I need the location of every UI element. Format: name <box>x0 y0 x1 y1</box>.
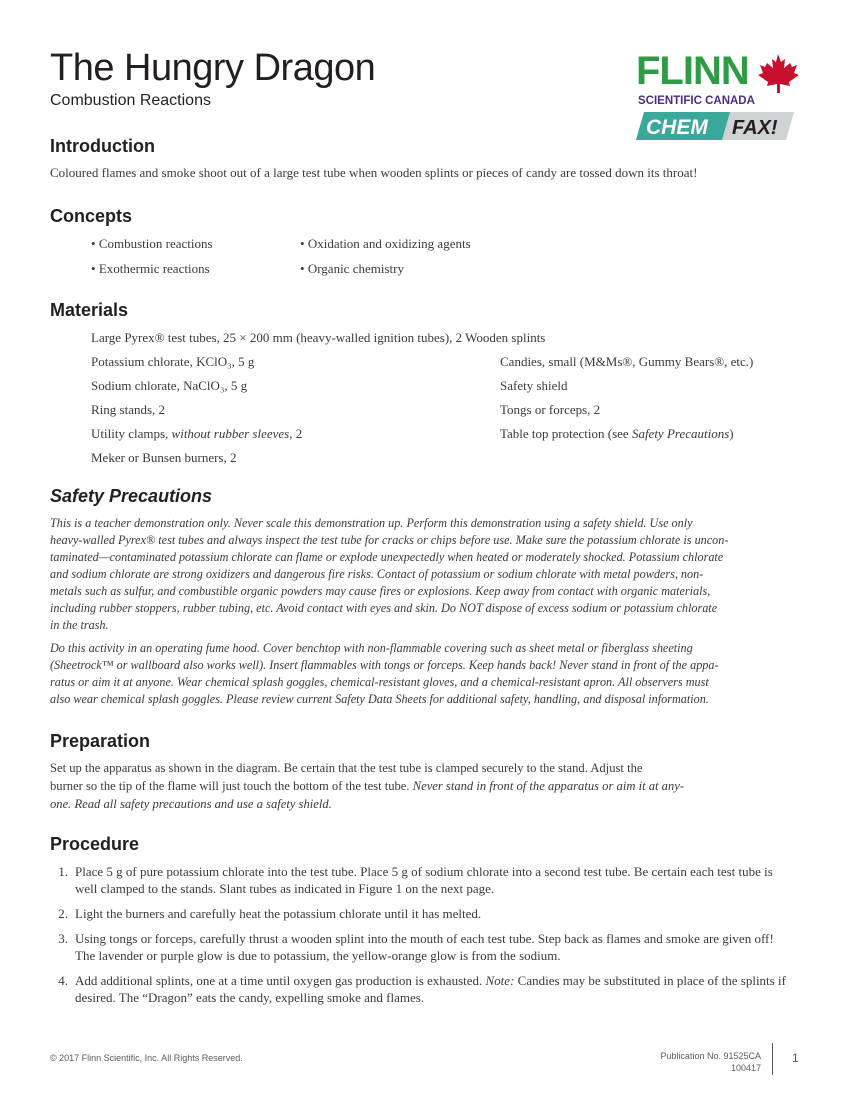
footer-copyright: © 2017 Flinn Scientific, Inc. All Rights Reserved. <box>50 1053 243 1063</box>
material-item-table-top <box>500 426 734 442</box>
material-text-italic: Safety Precautions <box>631 426 730 441</box>
procedure-step-number: 4. <box>58 973 68 988</box>
concept-item: • Exothermic reactions <box>91 261 210 277</box>
procedure-step-number: 2. <box>58 906 68 921</box>
material-item: Tongs or forceps, 2 <box>500 402 601 417</box>
logo-fax-text: FAX! <box>732 117 778 139</box>
preparation-text-italic: Never stand in front of the apparatus or aim it at any- <box>412 779 685 793</box>
material-item: Safety shield <box>500 378 568 393</box>
procedure-text: Candies may be substituted in place of the splints if desired. The “Dragon” eats the candy, expelling smoke and flames. <box>75 973 786 1005</box>
safety-line: also wear chemical splash goggles. Please review current Safety Data Sheets for additional safety, handling, and disposal information. <box>50 692 709 706</box>
procedure-text: Add additional splints, one at a time until oxygen gas production is exhausted. <box>75 973 486 988</box>
safety-paragraph-1 <box>50 515 772 634</box>
safety-line: including rubber stoppers, rubber tubing, etc. Avoid contact with eyes and skin. Do NOT dispose of excess sodium or potassium chlorate <box>50 601 718 615</box>
logo-scientific-canada-text: SCIENTIFIC CANADA <box>638 95 755 107</box>
preparation-line: Set up the apparatus as shown in the diagram. Be certain that the test tube is clamped securely to the stand. Adjust the <box>50 761 643 775</box>
material-text: Table top protection (see <box>500 426 632 441</box>
materials-first-line: Large Pyrex® test tubes, 25 × 200 mm (heavy-walled ignition tubes), 2 Wooden splints <box>91 330 546 345</box>
page-subtitle: Combustion Reactions <box>50 92 211 109</box>
preparation-heading: Preparation <box>50 731 151 751</box>
procedure-heading: Procedure <box>50 834 140 854</box>
preparation-line: one. Read all safety precautions and use a safety shield. <box>50 797 332 811</box>
flinn-logo <box>634 48 802 144</box>
material-text: , 2 <box>289 426 303 441</box>
safety-heading: Safety Precautions <box>50 486 213 506</box>
procedure-step-number: 1. <box>58 864 68 879</box>
safety-line: Do this activity in an operating fume hood. Cover benchtop with non-flammable covering such as sheet metal or fiberglass sheeting <box>50 641 693 655</box>
material-item: Candies, small (M&Ms®, Gummy Bears®, etc.) <box>500 354 754 369</box>
materials-heading: Materials <box>50 300 129 320</box>
footer-code: 100417 <box>730 1063 761 1073</box>
footer-divider <box>772 1043 773 1075</box>
logo-flinn-text: FLINN <box>636 49 749 93</box>
procedure-step-text <box>75 972 787 1006</box>
procedure-step-text: Light the burners and carefully heat the potassium chlorate until it has melted. <box>75 906 482 921</box>
concept-item: • Oxidation and oxidizing agents <box>300 236 471 252</box>
procedure-step-text: Using tongs or forceps, carefully thrust a wooden splint into the mouth of each test tube. Step back as flames and smoke are given off! The lavender or purple glow is due to potassium, the yellow-orange glow is from the sodium. <box>75 931 774 963</box>
material-item: Potassium chlorate, KClO₃, 5 g <box>91 354 255 369</box>
procedure-text-italic: Note: <box>485 973 515 988</box>
safety-line: heavy-walled Pyrex® test tubes and always inspect the test tube for cracks or chips before use. Make sure the potassium chlorate is uncon- <box>50 533 729 547</box>
concept-item: • Combustion reactions <box>91 236 213 252</box>
flinn-logo-graphic <box>634 48 802 144</box>
maple-leaf-icon <box>758 54 799 93</box>
material-text: ) <box>729 426 734 441</box>
material-item: Ring stands, 2 <box>91 402 166 417</box>
procedure-step-number: 3. <box>58 931 68 946</box>
footer-publication: Publication No. 91525CA <box>660 1051 761 1061</box>
page-number: 1 <box>792 1051 799 1065</box>
safety-line: ratus or aim it at anyone. Wear chemical splash goggles, chemical-resistant gloves, and a chemical-resistant apron. All observers must <box>50 675 709 689</box>
material-item: Sodium chlorate, NaClO₃, 5 g <box>91 378 248 393</box>
safety-line: metals such as sulfur, and combustible organic powders may cause fires or explosions. Keep away from contact with organic materials, <box>50 584 711 598</box>
procedure-list <box>50 863 790 1013</box>
safety-paragraph-2 <box>50 640 772 708</box>
chemfax-badge <box>636 112 794 140</box>
procedure-step-text: Place 5 g of pure potassium chlorate into the test tube. Place 5 g of sodium chlorate into a second test tube. Be certain each test tube is well clamped to the stands. Slant tubes as indicated in Figure 1 on the next page. <box>75 864 773 896</box>
safety-line: and sodium chlorate are strong oxidizers and dangerous fire risks. Contact of potassium or sodium chlorate with metal powders, non- <box>50 567 704 581</box>
page-title: The Hungry Dragon <box>50 47 376 89</box>
preparation-text: burner so the tip of the flame will just touch the bottom of the test tube. <box>50 779 413 793</box>
material-item-utility-clamps <box>91 426 302 442</box>
concept-item: • Organic chemistry <box>300 261 404 277</box>
preparation-line <box>50 779 684 794</box>
concepts-heading: Concepts <box>50 206 133 226</box>
introduction-heading: Introduction <box>50 136 155 156</box>
material-text-italic: without rubber sleeves <box>171 426 290 441</box>
safety-line: taminated—contaminated potassium chlorate can flame or explode unexpectedly when heated or moderately shocked. Potassium chlorate <box>50 550 724 564</box>
material-text: Utility clamps, <box>91 426 172 441</box>
material-item: Meker or Bunsen burners, 2 <box>91 450 237 465</box>
safety-line: This is a teacher demonstration only. Never scale this demonstration up. Perform this demonstration using a safety shield. Use only <box>50 516 693 530</box>
introduction-text: Coloured flames and smoke shoot out of a large test tube when wooden splints or pieces of candy are tossed down its throat! <box>50 165 698 180</box>
safety-line: in the trash. <box>50 618 109 632</box>
safety-line: (Sheetrock™ or wallboard also works well). Insert flammables with tongs or forceps. Keep hands back! Never stand in front of the appa- <box>50 658 719 672</box>
logo-chem-text: CHEM <box>646 116 708 139</box>
